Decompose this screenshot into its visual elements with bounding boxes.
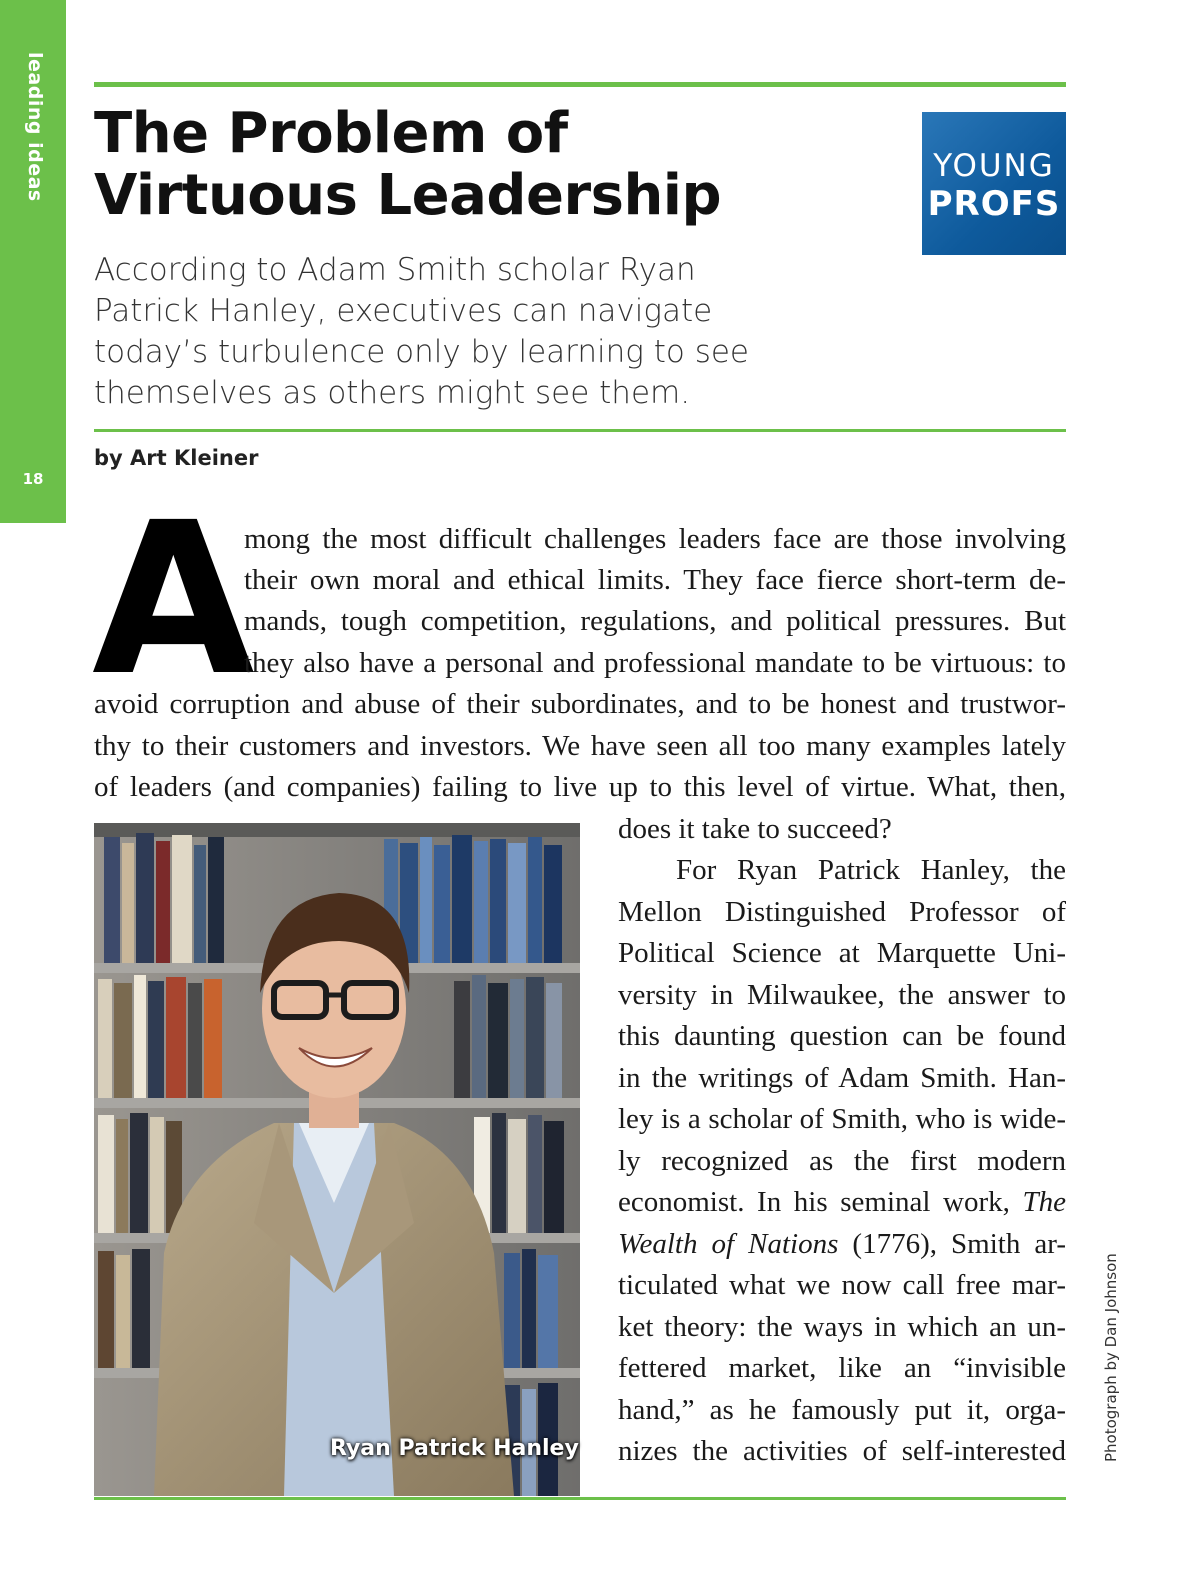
subtitle-line: today’s turbulence only by learning to see	[94, 334, 749, 370]
portrait-illustration	[94, 823, 580, 1496]
body-line: thy to their customers and investors. We have seen all too many examples lately	[94, 730, 1066, 762]
body-line: hand,” as he famously put it, orga-	[618, 1394, 1066, 1426]
body-line: mands, tough competition, regulations, and political pressures. But	[244, 605, 1066, 637]
bottom-rule	[94, 1497, 1066, 1500]
section-label: leading ideas	[24, 52, 46, 202]
body-line: versity in Milwaukee, the answer to	[618, 979, 1066, 1011]
portrait-photo	[94, 823, 580, 1496]
italic-book-title: Wealth of Nations	[618, 1228, 839, 1260]
body-line-mixed	[618, 1224, 1066, 1265]
article-subtitle	[94, 250, 754, 414]
body-line: ley is a scholar of Smith, who is wide-	[618, 1103, 1066, 1135]
body-line: of leaders (and companies) failing to live up to this level of virtue. What, then,	[94, 771, 1066, 803]
body-line: Political Science at Marquette Uni-	[618, 937, 1066, 969]
page-number: 18	[22, 470, 44, 488]
badge-line2: PROFS	[927, 184, 1061, 224]
body-line: mong the most difficult challenges leaders face are those involving	[244, 523, 1066, 555]
young-profs-badge	[922, 112, 1066, 255]
top-rule	[94, 82, 1066, 87]
title-line: Virtuous Leadership	[94, 163, 722, 228]
body-line: ket theory: the ways in which an un-	[618, 1311, 1066, 1343]
title-line: The Problem of	[94, 101, 568, 166]
body-line: ticulated what we now call free mar-	[618, 1269, 1066, 1301]
body-line: Mellon Distinguished Professor of	[618, 896, 1066, 928]
body-line: their own moral and ethical limits. They face fierce short-term de-	[244, 564, 1066, 596]
byline: by Art Kleiner	[94, 446, 259, 470]
body-line: this daunting question can be found	[618, 1020, 1066, 1052]
body-line-mixed	[618, 1182, 1066, 1223]
badge-line1: YOUNG	[933, 148, 1055, 184]
photo-credit: Photograph by Dan Johnson	[1102, 1253, 1120, 1462]
body-line: nizes the activities of self-interested	[618, 1435, 1066, 1467]
subtitle-line: Patrick Hanley, executives can navigate	[94, 293, 713, 329]
body-line: fettered market, like an “invisible	[618, 1352, 1066, 1384]
drop-cap: A	[92, 477, 255, 722]
body-line: ly recognized as the first modern	[618, 1145, 1066, 1177]
subtitle-line: themselves as others might see them.	[94, 375, 691, 411]
photo-caption: Ryan Patrick Hanley	[330, 1436, 579, 1461]
body-line: For Ryan Patrick Hanley, the	[676, 854, 1066, 886]
italic-book-title: The	[1022, 1186, 1066, 1218]
body-segment: economist. In his seminal work,	[618, 1186, 1023, 1218]
body-line: avoid corruption and abuse of their subordinates, and to be honest and trustwor-	[94, 688, 1066, 720]
body-line: in the writings of Adam Smith. Han-	[618, 1062, 1066, 1094]
body-segment: (1776), Smith ar-	[838, 1228, 1066, 1260]
subtitle-line: According to Adam Smith scholar Ryan	[94, 252, 696, 288]
middle-rule	[94, 429, 1066, 432]
article-title	[94, 103, 854, 227]
body-line: does it take to succeed?	[618, 813, 892, 845]
body-line: they also have a personal and professional mandate to be virtuous: to	[244, 647, 1066, 679]
